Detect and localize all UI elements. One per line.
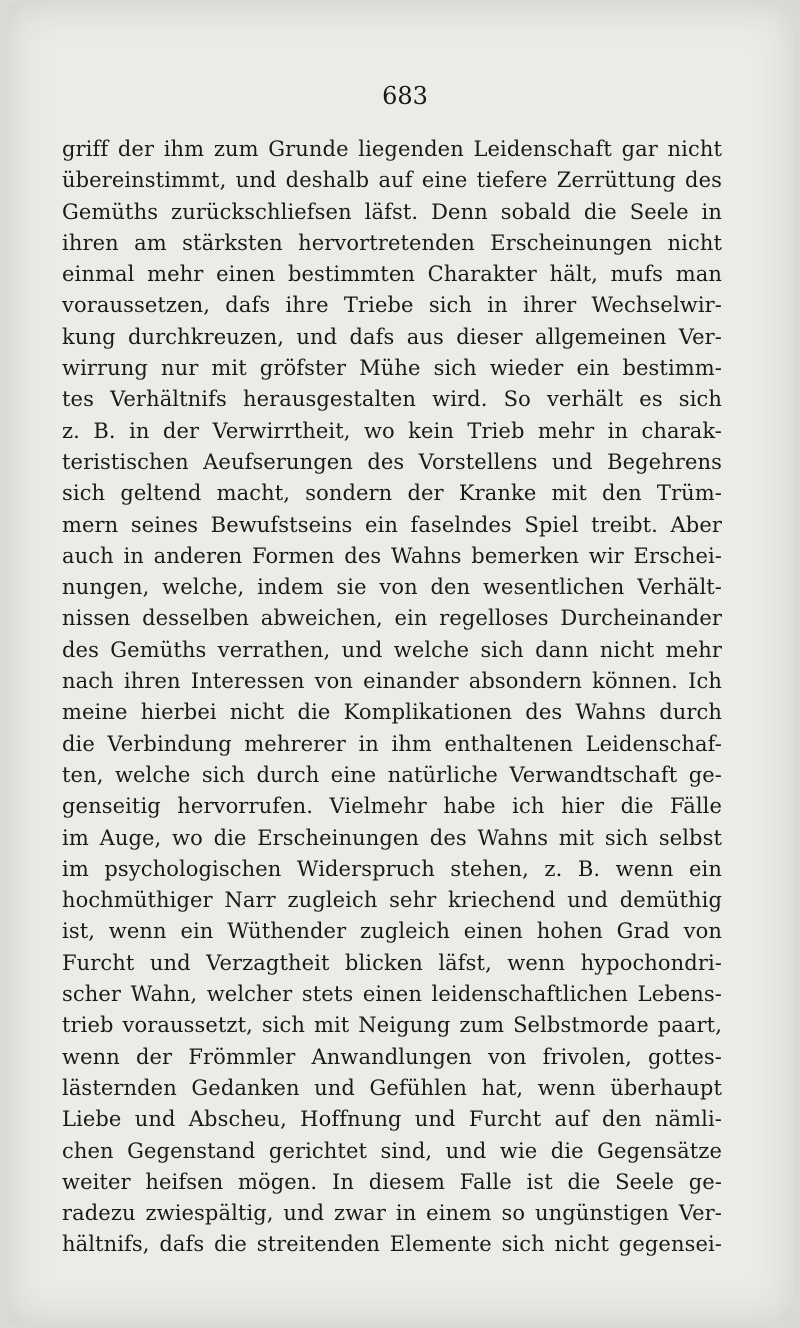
text-line: griff der ihm zum Grunde liegenden Leidenschaft gar nicht — [62, 137, 722, 161]
text-line: hältnifs, dafs die streitenden Elemente sich nicht gegensei- — [62, 1232, 722, 1257]
book-page — [8, 4, 794, 1322]
text-line: meine hierbei nicht die Komplikationen des Wahns durch — [62, 700, 722, 725]
text-line: einmal mehr einen bestimmten Charakter hält, mufs man — [62, 262, 722, 287]
text-line: übereinstimmt, und deshalb auf eine tiefere Zerrüttung des — [62, 168, 722, 193]
text-line: lästernden Gedanken und Gefühlen hat, wenn überhaupt — [62, 1075, 722, 1100]
text-line: ist, wenn ein Wüthender zugleich einen hohen Grad von — [62, 919, 722, 944]
text-line: chen Gegenstand gerichtet sind, und wie die Gegensätze — [62, 1138, 722, 1163]
page-number: 683 — [382, 82, 428, 110]
text-line: Liebe und Abscheu, Hoffnung und Furcht auf den nämli- — [62, 1107, 722, 1132]
text-line: z. B. in der Verwirrtheit, wo kein Trieb mehr in charak- — [62, 418, 722, 443]
text-line: tes Verhältnifs herausgestalten wird. So verhält es sich — [62, 387, 722, 412]
text-line: weiter heifsen mögen. In diesem Falle ist die Seele ge- — [62, 1169, 722, 1194]
text-line: ten, welche sich durch eine natürliche Verwandtschaft ge- — [62, 762, 722, 787]
text-line: nungen, welche, indem sie von den wesentlichen Verhält- — [62, 575, 722, 600]
text-line: scher Wahn, welcher stets einen leidenschaftlichen Lebens- — [62, 982, 722, 1007]
text-line: im Auge, wo die Erscheinungen des Wahns mit sich selbst — [62, 825, 722, 850]
text-line: trieb voraussetzt, sich mit Neigung zum Selbstmorde paart, — [62, 1013, 722, 1038]
text-line: radezu zwiespältig, und zwar in einem so ungünstigen Ver- — [62, 1201, 722, 1226]
text-line: des Gemüths verrathen, und welche sich dann nicht mehr — [62, 637, 722, 662]
text-line: Gemüths zurückschliefsen läfst. Denn sobald die Seele in — [62, 199, 722, 224]
text-line: kung durchkreuzen, und dafs aus dieser allgemeinen Ver- — [62, 324, 722, 349]
text-line: sich geltend macht, sondern der Kranke mit den Trüm- — [62, 481, 722, 506]
text-line: wenn der Frömmler Anwandlungen von frivolen, gottes- — [62, 1044, 722, 1069]
text-line: hochmüthiger Narr zugleich sehr kriechend und demüthig — [62, 888, 722, 913]
text-line: die Verbindung mehrerer in ihm enthaltenen Leidenschaf- — [62, 731, 722, 756]
text-line: Furcht und Verzagtheit blicken läfst, wenn hypochondri- — [62, 950, 722, 975]
text-line: ihren am stärksten hervortretenden Erscheinungen nicht — [62, 230, 722, 255]
text-line: auch in anderen Formen des Wahns bemerken wir Erschei- — [62, 543, 722, 568]
text-line: voraussetzen, dafs ihre Triebe sich in ihrer Wechselwir- — [62, 293, 722, 318]
text-line: wirrung nur mit gröfster Mühe sich wieder ein bestimm- — [62, 356, 722, 381]
text-line: genseitig hervorrufen. Vielmehr habe ich hier die Fälle — [62, 794, 722, 819]
text-line: nissen desselben abweichen, ein regelloses Durcheinander — [62, 606, 722, 631]
text-line: nach ihren Interessen von einander absondern können. Ich — [62, 669, 722, 694]
text-line: teristischen Aeufserungen des Vorstellens und Begehrens — [62, 449, 722, 474]
text-line: mern seines Bewufstseins ein faselndes Spiel treibt. Aber — [62, 512, 722, 537]
body-text — [62, 134, 722, 1261]
text-line: im psychologischen Widerspruch stehen, z. B. wenn ein — [62, 856, 722, 881]
